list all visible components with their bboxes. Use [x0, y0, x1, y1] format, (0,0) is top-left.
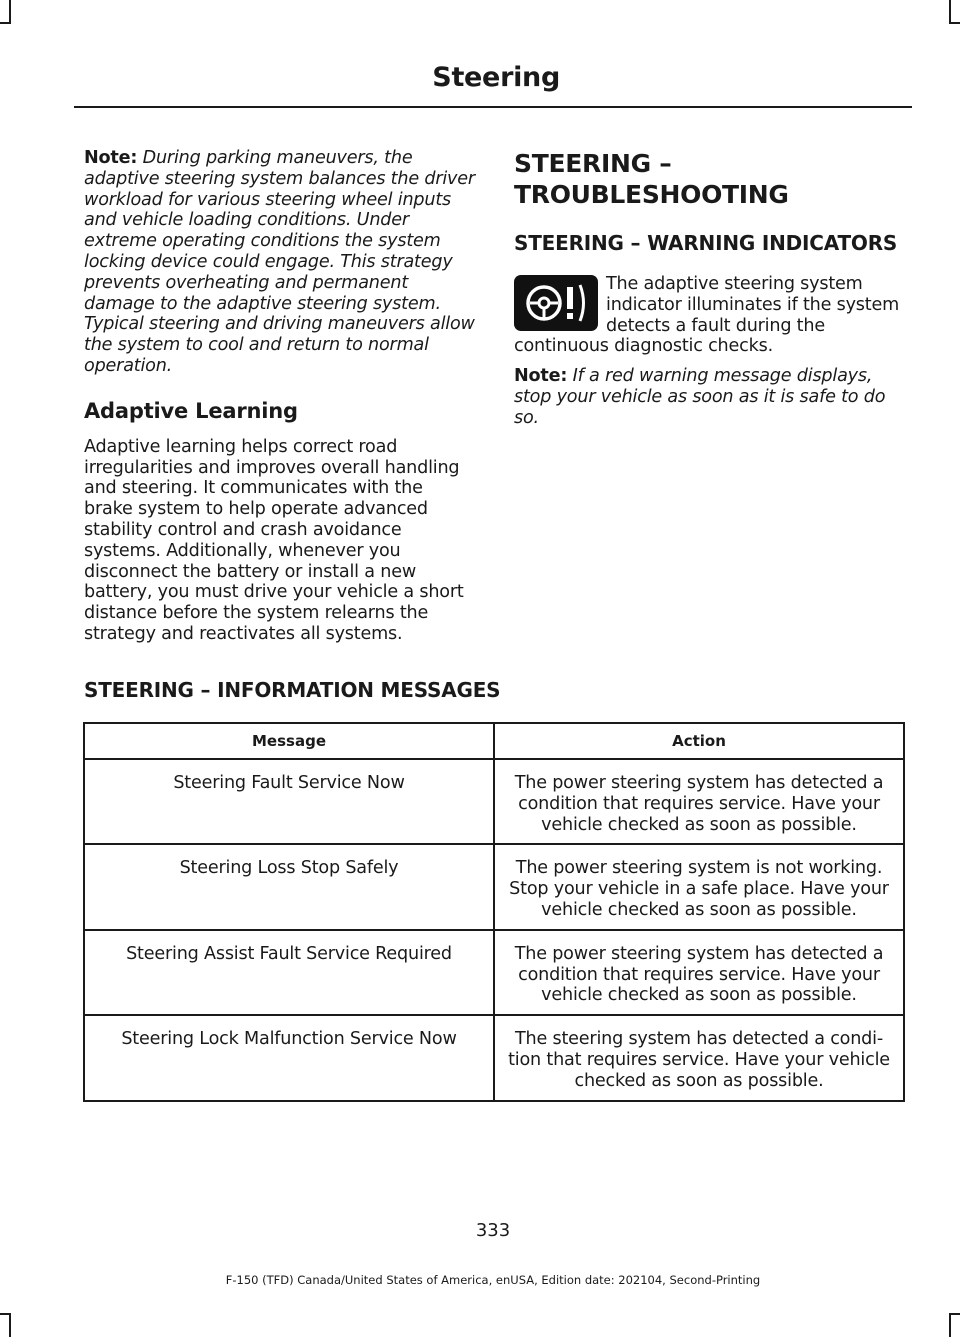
- crop-mark: [949, 22, 960, 24]
- information-messages-table: [83, 722, 905, 1102]
- indicator-block: [514, 274, 908, 357]
- warning-note: [514, 366, 908, 428]
- information-messages-heading: STEERING – INFORMATION MESSAGES: [84, 678, 501, 702]
- table-row: [84, 844, 904, 929]
- crop-mark: [949, 1313, 960, 1315]
- note-label: Note:: [84, 148, 138, 168]
- crop-mark: [949, 1315, 951, 1337]
- note-text: During parking maneuvers, the adaptive steering system balances the driver workload for various steering wheel inputs and vehicle loading conditions. Under extreme operating conditions the system locking device could engage. This strategy prevents overheating and permanent damage to the adaptive steering system. Typical steering and driving maneuvers allow the system to cool and return to normal operation.: [84, 148, 475, 376]
- crop-mark: [0, 22, 11, 24]
- left-column: [84, 148, 476, 645]
- table-row: [84, 930, 904, 1015]
- page-number: 333: [475, 1220, 511, 1241]
- crop-mark: [0, 1313, 11, 1315]
- table-row: [84, 759, 904, 844]
- column-header-action: Action: [494, 723, 904, 759]
- crop-mark: [9, 0, 11, 22]
- table-row: [84, 1015, 904, 1100]
- indicator-description: The adaptive steering system indicator illuminates if the system detects a fault during the continuous diagnostic checks.: [514, 274, 900, 357]
- warning-indicators-heading: STEERING – WARNING INDICATORS: [514, 231, 898, 255]
- message-cell: Steering Loss Stop Safely: [84, 844, 494, 929]
- note-label: Note:: [514, 366, 568, 387]
- adaptive-learning-body: Adaptive learning helps correct road irregularities and improves overall handling and steering. It communicates with the brake system to help operate advanced stability control and crash avoidance systems. Additionally, whenever you disconnect the battery or install a new battery, you must drive your vehicle a short distance before the system relearns the strategy and reactivates all systems.: [84, 436, 464, 644]
- action-cell: The power steering system has detected a condition that requires service. Have your vehicle checked as soon as possible.: [494, 930, 904, 1015]
- message-cell: Steering Fault Service Now: [84, 759, 494, 844]
- section-title-line-1: STEERING –: [514, 149, 672, 178]
- crop-mark: [949, 0, 951, 22]
- steering-warning-icon: [514, 275, 598, 331]
- section-title: [514, 148, 908, 210]
- right-column: [514, 148, 908, 429]
- crop-mark: [9, 1315, 11, 1337]
- message-cell: Steering Assist Fault Service Required: [84, 930, 494, 1015]
- action-cell: The power steering system is not working. Stop your vehicle in a safe place. Have your vehicle checked as soon as possible.: [494, 844, 904, 929]
- adaptive-learning-heading: Adaptive Learning: [84, 398, 298, 423]
- footer-edition-info: F-150 (TFD) Canada/United States of America, enUSA, Edition date: 202104, Second-Printing: [225, 1273, 761, 1287]
- parking-note: [84, 148, 476, 377]
- page-header-title: Steering: [432, 62, 560, 93]
- column-header-message: Message: [84, 723, 494, 759]
- action-cell: The power steering system has detected a condition that requires service. Have your vehicle checked as soon as possible.: [494, 759, 904, 844]
- action-cell: The steering system has detected a condi-tion that requires service. Have your vehicle checked as soon as possible.: [494, 1015, 904, 1100]
- section-title-line-2: TROUBLESHOOTING: [514, 180, 789, 209]
- message-cell: Steering Lock Malfunction Service Now: [84, 1015, 494, 1100]
- table-header-row: [84, 723, 904, 759]
- note-text: If a red warning message displays, stop your vehicle as soon as it is safe to do so.: [514, 366, 886, 428]
- header-divider: [74, 106, 912, 108]
